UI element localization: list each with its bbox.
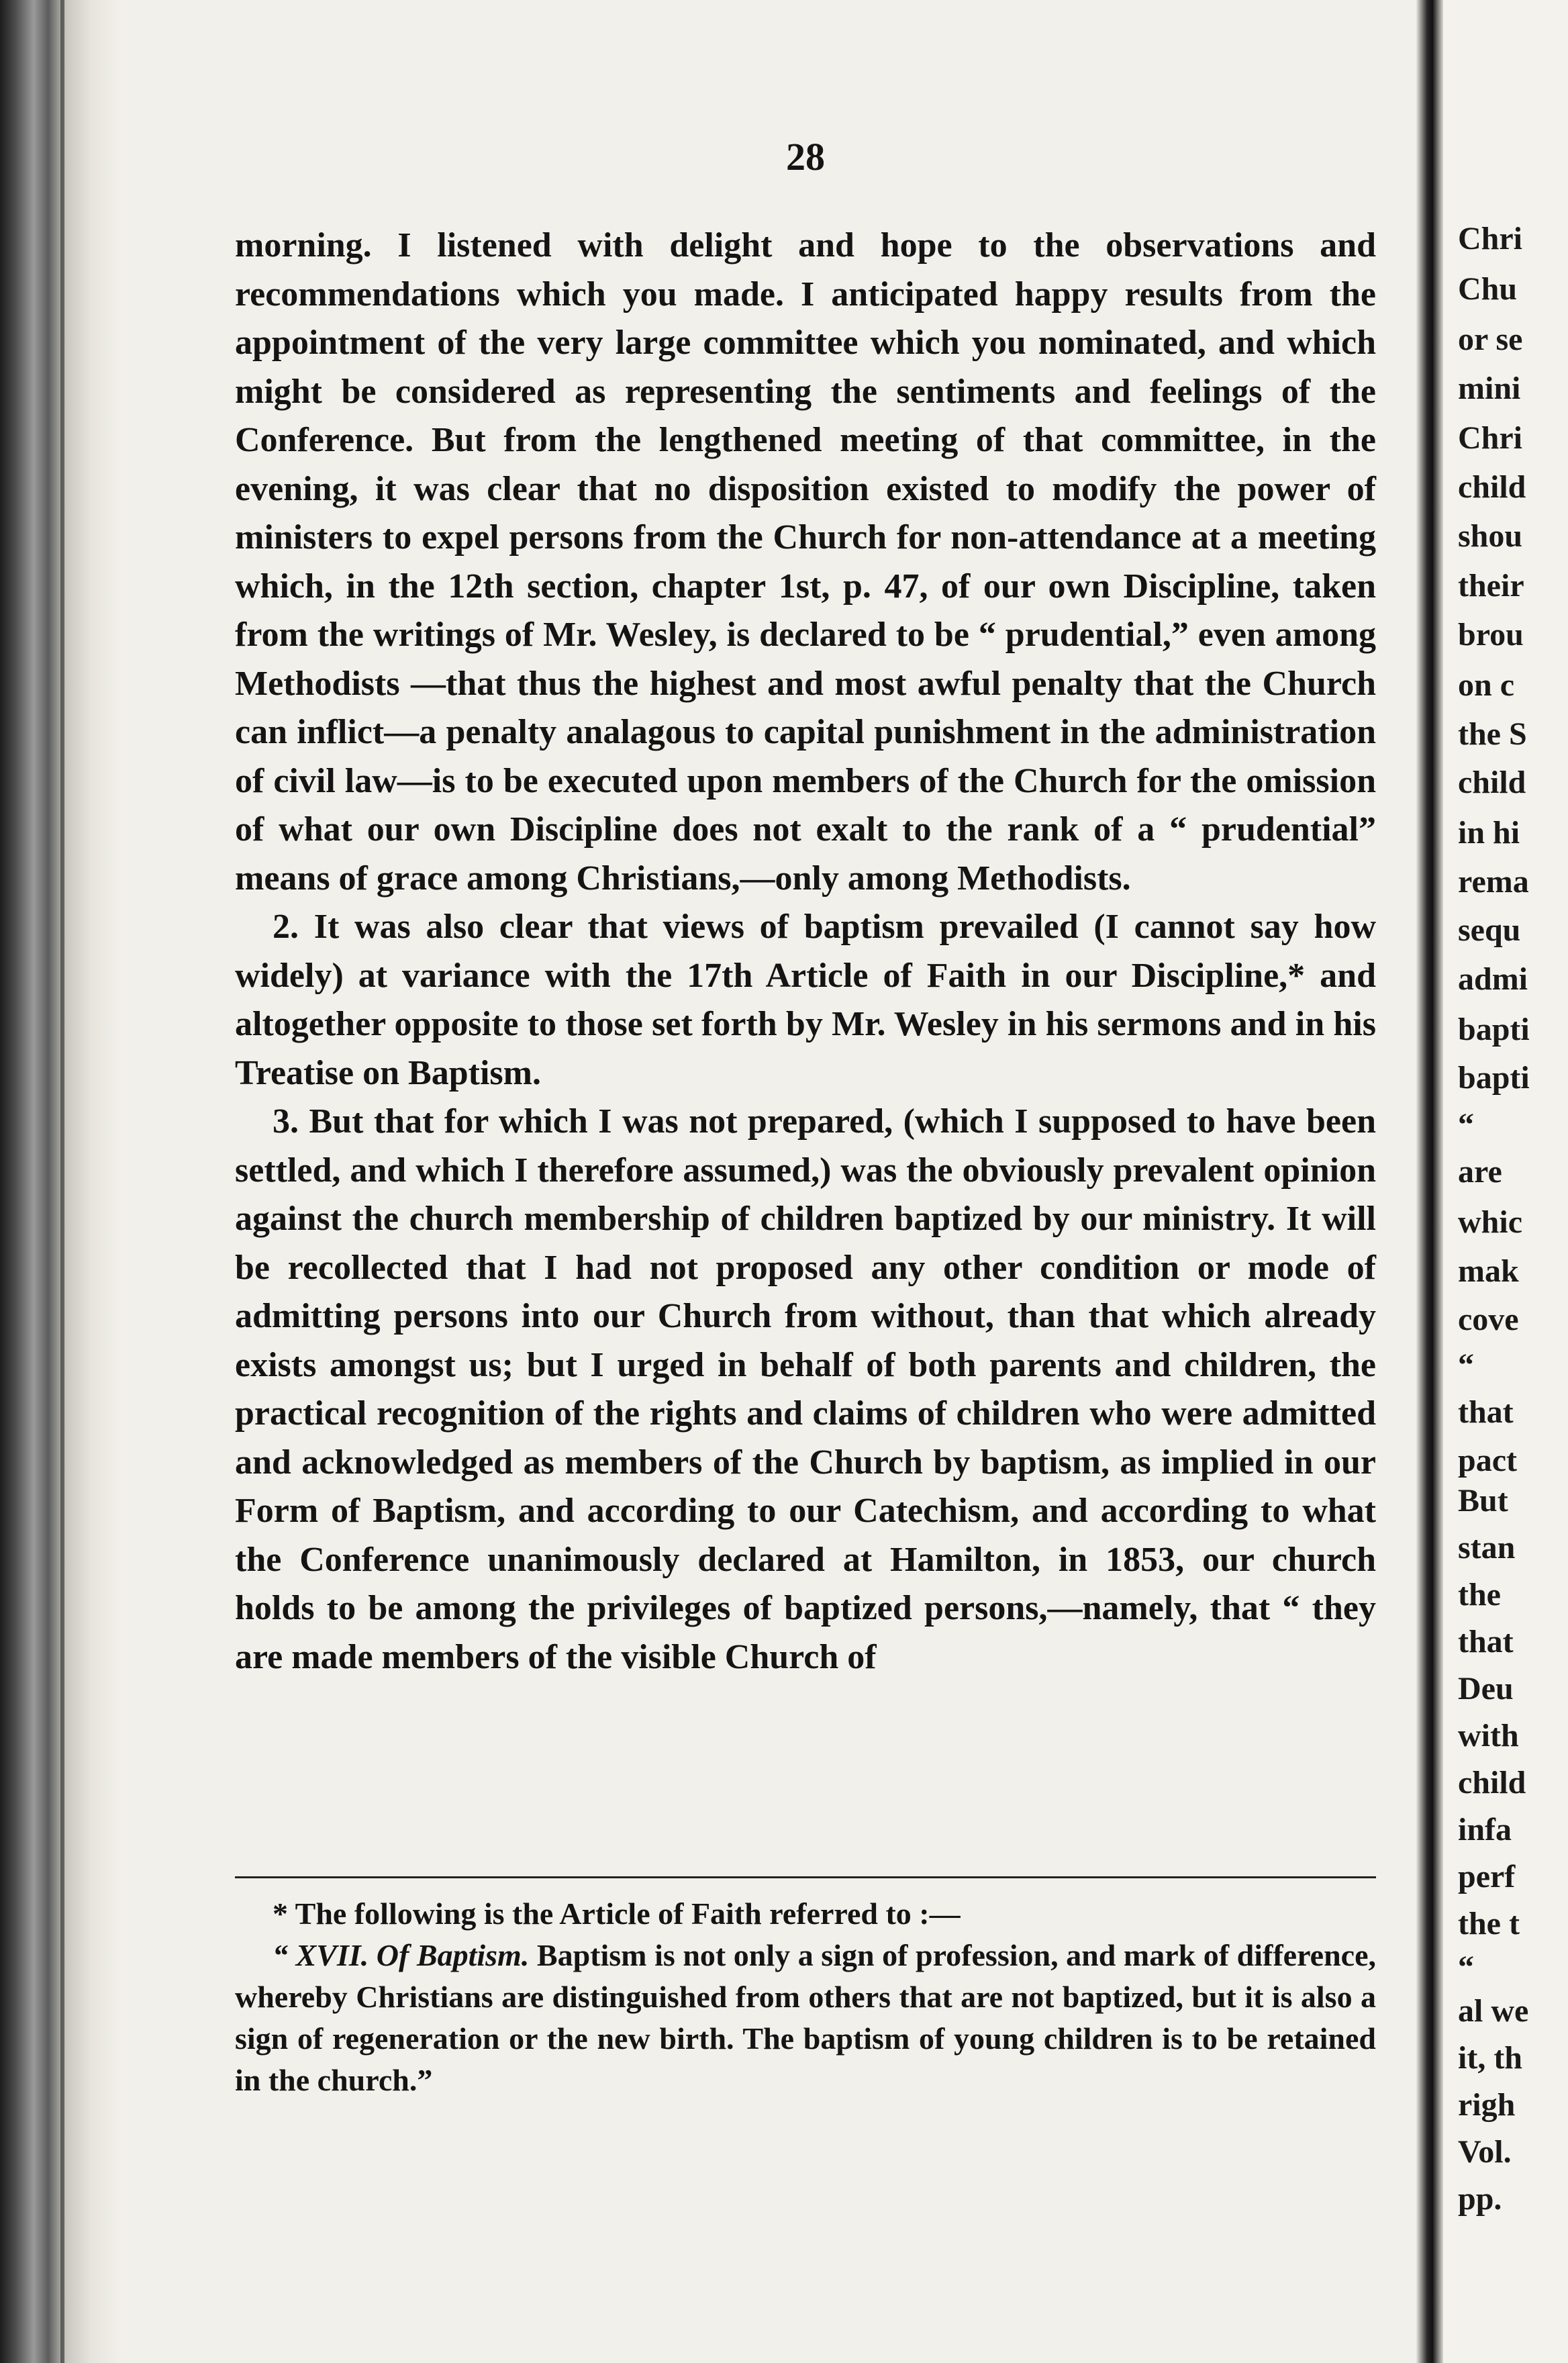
adjacent-fragment: perf (1458, 1859, 1516, 1894)
adjacent-page-edge (1443, 0, 1568, 2363)
adjacent-fragment: “ (1458, 1949, 1474, 1985)
adjacent-fragment: admi (1458, 961, 1528, 997)
adjacent-fragment: Deu (1458, 1671, 1514, 1706)
article-title: “ XVII. Of Baptism. (273, 1938, 530, 1972)
adjacent-fragment: mini (1458, 371, 1521, 406)
adjacent-fragment: Chu (1458, 271, 1518, 307)
adjacent-fragment: Chri (1458, 221, 1522, 256)
footnote-intro: * The following is the Article of Faith referred to :— (273, 1896, 961, 1931)
adjacent-fragment: on c (1458, 667, 1514, 703)
article-text: Baptism is not only a sign of profession, and mark of difference, whereby Christians are distinguished from others that are not baptized, but it is also a sign of regeneration or the new birth. The baptism of young children is to be retained in the church.” (235, 1938, 1377, 2097)
adjacent-fragment: the S (1458, 716, 1527, 752)
adjacent-fragment: rema (1458, 864, 1529, 900)
book-binding-edge (0, 0, 121, 2363)
page-gutter (1416, 0, 1443, 2363)
adjacent-fragment: “ (1458, 1107, 1474, 1143)
adjacent-fragment: bapti (1458, 1012, 1530, 1047)
adjacent-fragment: shou (1458, 518, 1523, 554)
adjacent-fragment: their (1458, 568, 1524, 604)
adjacent-fragment: child (1458, 469, 1526, 505)
adjacent-fragment: it, th (1458, 2040, 1522, 2076)
adjacent-fragment: mak (1458, 1253, 1519, 1289)
adjacent-fragment: brou (1458, 617, 1524, 653)
adjacent-fragment: the t (1458, 1906, 1520, 1941)
adjacent-fragment: with (1458, 1718, 1519, 1753)
adjacent-fragment: Chri (1458, 420, 1522, 456)
adjacent-fragment: But (1458, 1483, 1508, 1518)
adjacent-fragment: Vol. (1458, 2134, 1512, 2170)
page-number: 28 (786, 135, 825, 179)
adjacent-fragment: whic (1458, 1204, 1522, 1240)
adjacent-fragment: righ (1458, 2087, 1516, 2123)
adjacent-fragment: infa (1458, 1812, 1512, 1847)
paragraph-numbered-3: 3. But that for which I was not prepared, (which I supposed to have been settled, and which I therefore assumed,) was the obviously prevalent opinion against the church membership of children baptized by our ministry. It will be recollected that I had not proposed any other condition or mode of admitting persons into our Church from without, than that which already exists amongst us; but I urged in behalf of both parents and children, the practical recognition of the rights and claims of children who were admitted and acknowledged as members of the Church by baptism, as implied in our Form of Baptism, and according to our Catechism, and according to what the Conference unanimously declared at Hamilton, in 1853, our church holds to be among the privileges of baptized persons,—namely, that “ they are made members of the visible Church of (235, 1102, 1376, 1676)
adjacent-fragment: stan (1458, 1530, 1516, 1565)
adjacent-fragment: are (1458, 1154, 1502, 1190)
body-text (235, 222, 1376, 1682)
adjacent-fragment: bapti (1458, 1060, 1530, 1096)
adjacent-fragment: the (1458, 1577, 1501, 1612)
footnote-rule (235, 1876, 1376, 1878)
footnote-article (235, 1935, 1376, 2101)
adjacent-fragment: child (1458, 765, 1526, 800)
adjacent-fragment: child (1458, 1765, 1526, 1800)
footnote (235, 1893, 1376, 2101)
adjacent-fragment: pact (1458, 1443, 1517, 1478)
adjacent-fragment: cove (1458, 1302, 1519, 1337)
adjacent-fragment: pp. (1458, 2181, 1502, 2217)
adjacent-fragment: sequ (1458, 912, 1521, 948)
adjacent-fragment: al we (1458, 1993, 1529, 2029)
adjacent-fragment: in hi (1458, 815, 1520, 851)
adjacent-fragment: or se (1458, 322, 1523, 357)
paragraph-numbered-2: 2. It was also clear that views of baptism prevailed (I cannot say how widely) at variance with the 17th Article of Faith in our Discipline,* and altogether opposite to those set forth by Mr. Wesley in his sermons and in his Treatise on Baptism. (235, 908, 1376, 1092)
paragraph-continuation: morning. I listened with delight and hope to the observations and recommendations which you made. I anticipated happy results from the appointment of the very large committee which you nominated, and which might be considered as representing the sentiments and feelings of the Conference. But from the lengthened meeting of that committee, in the evening, it was clear that no disposition existed to modify the power of ministers to expel persons from the Church for non-attendance at a meeting which, in the 12th section, chapter 1st, p. 47, of our own Discipline, taken from the writings of Mr. Wesley, is declared to be “ prudential,” even among Methodists —that thus the highest and most awful penalty that the Church can inflict—a penalty analagous to capital punishment in the administration of civil law—is to be executed upon members of the Church for the omission of what our own Discipline does not exalt to the rank of a “ prudential” means of grace among Christians,—only among Methodists. (235, 226, 1376, 898)
adjacent-fragment: that (1458, 1624, 1514, 1659)
adjacent-fragment: that (1458, 1394, 1514, 1430)
adjacent-fragment: “ (1458, 1347, 1474, 1383)
